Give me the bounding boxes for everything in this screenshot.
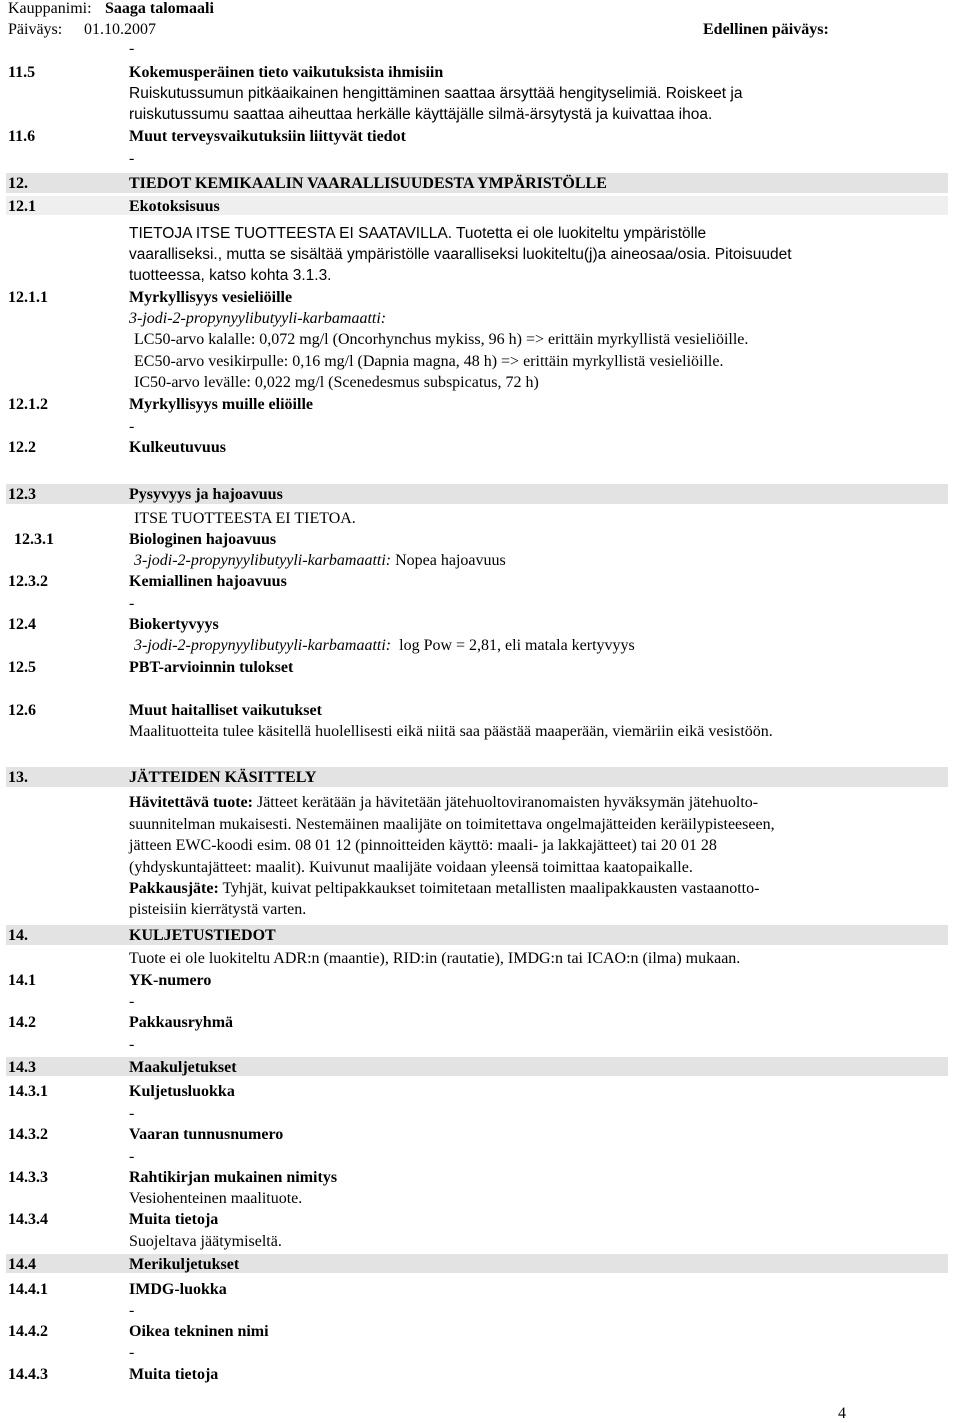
section-14-3-3-value: Vesiohenteinen maalituote. <box>129 1190 303 1207</box>
section-13-line <box>129 794 758 812</box>
section-11-5-text-line: ruiskutussumu saattaa aiheuttaa herkälle käyttäjälle silmä-ärsytystä ja kuivattaa ihoa. <box>129 106 713 123</box>
section-14-number: 14. <box>8 927 28 944</box>
section-14-1-title: YK-numero <box>129 972 212 989</box>
section-12-1-text-line: vaaralliseksi., mutta se sisältää ympäristölle vaaralliseksi luokiteltu(j)a aineosaa/osia. Pitoisuudet <box>129 246 792 263</box>
section-14-2-title: Pakkausryhmä <box>129 1014 234 1031</box>
section-11-5-title: Kokemusperäinen tieto vaikutuksista ihmisiin <box>129 64 444 81</box>
section-12-1-1-value-line: LC50-arvo kalalle: 0,072 mg/l (Oncorhynchus mykiss, 96 h) => erittäin myrkyllistä vesieliöille. <box>134 331 749 348</box>
section-12-2-title: Kulkeutuvuus <box>129 439 226 456</box>
section-13-line: pisteisiin kierrätystä varten. <box>129 901 307 918</box>
section-12-4-value: log Pow = 2,81, eli matala kertyvyys <box>399 637 635 654</box>
section-14-4-2-number: 14.4.2 <box>8 1323 48 1340</box>
previous-date-value: - <box>129 40 135 57</box>
section-13-line: (yhdyskuntajätteet: maalit). Kuivunut maalijäte voidaan yleensä toimittaa kaatopaikalle. <box>129 859 693 876</box>
section-14-2-value: - <box>129 1036 135 1053</box>
section-14-3-2-value: - <box>129 1148 135 1165</box>
section-14-title: KULJETUSTIEDOT <box>129 927 276 944</box>
section-14-3-2-number: 14.3.2 <box>8 1126 48 1143</box>
section-12-3-number: 12.3 <box>8 486 36 503</box>
section-12-6-text: Maalituotteita tulee käsitellä huolellisesti eikä niitä saa päästää maaperään, viemäriin eikä vesistöön. <box>129 723 773 740</box>
section-13-line <box>129 880 759 898</box>
section-12-6-number: 12.6 <box>8 702 36 719</box>
section-14-3-1-value: - <box>129 1105 135 1122</box>
section-14-4-3-number: 14.4.3 <box>8 1366 48 1383</box>
page-number: 4 <box>838 1405 846 1422</box>
section-14-3-title: Maakuljetukset <box>129 1059 237 1076</box>
section-12-1-2-title: Myrkyllisyys muille eliöille <box>129 396 313 413</box>
section-12-4-number: 12.4 <box>8 616 36 633</box>
section-13-text-part: Tyhjät, kuivat peltipakkaukset toimitetaan metallisten maalipakkausten vastaanotto- <box>222 880 760 897</box>
section-12-1-text-line: tuotteessa, katso kohta 3.1.3. <box>129 267 332 284</box>
section-11-6-title: Muut terveysvaikutuksiin liittyvät tiedot <box>129 128 406 145</box>
section-13-line: jätteen EWC-koodi esim. 08 01 12 (pinnoitteiden käyttö: maali- ja lakkajätteet) tai 20 01 28 <box>129 837 717 854</box>
section-14-3-3-title: Rahtikirjan mukainen nimitys <box>129 1169 338 1186</box>
section-12-1-2-value: - <box>129 418 135 435</box>
section-14-4-2-title: Oikea tekninen nimi <box>129 1323 269 1340</box>
section-14-4-1-title: IMDG-luokka <box>129 1281 227 1298</box>
section-12-3-2-value: - <box>129 595 135 612</box>
section-14-4-3-title: Muita tietoja <box>129 1366 219 1383</box>
section-11-5-number: 11.5 <box>8 64 36 81</box>
section-12-3-2-title: Kemiallinen hajoavuus <box>129 573 287 590</box>
section-12-1-1-value-line: IC50-arvo levälle: 0,022 mg/l (Scenedesmus subspicatus, 72 h) <box>134 374 539 391</box>
section-13-title: JÄTTEIDEN KÄSITTELY <box>129 769 317 786</box>
section-12-1-1-title: Myrkyllisyys vesieliöille <box>129 289 293 306</box>
date-label: Päiväys: <box>8 21 63 38</box>
section-14-3-1-number: 14.3.1 <box>8 1083 48 1100</box>
previous-date-label: Edellinen päiväys: <box>703 21 829 38</box>
section-12-4-substance: 3-jodi-2-propynyylibutyyli-karbamaatti: <box>134 637 392 654</box>
section-14-2-number: 14.2 <box>8 1014 36 1031</box>
section-11-5-text-line: Ruiskutussumun pitkäaikainen hengittäminen saattaa ärsyttää hengityselimiä. Roiskeet ja <box>129 85 743 102</box>
section-14-3-2-title: Vaaran tunnusnumero <box>129 1126 284 1143</box>
section-14-4-number: 14.4 <box>8 1256 36 1273</box>
section-12-5-number: 12.5 <box>8 659 36 676</box>
section-12-1-text-part: Tuotetta ei ole luokiteltu ympäristölle <box>456 225 707 242</box>
section-12-1-1-number: 12.1.1 <box>8 289 48 306</box>
section-14-text: Tuote ei ole luokiteltu ADR:n (maantie), RID:in (rautatie), IMDG:n tai ICAO:n (ilma) mukaan. <box>129 950 741 967</box>
section-12-2-number: 12.2 <box>8 439 36 456</box>
section-12-1-1-value-line: EC50-arvo vesikirpulle: 0,16 mg/l (Dapnia magna, 48 h) => erittäin myrkyllistä vesieliöille. <box>134 353 724 370</box>
section-12-3-1-value: Nopea hajoavuus <box>395 552 506 569</box>
company-name: Saaga talomaali <box>105 0 214 17</box>
section-12-3-text: ITSE TUOTTEESTA EI TIETOA. <box>134 510 356 527</box>
section-14-1-number: 14.1 <box>8 972 36 989</box>
company-label: Kauppanimi: <box>8 0 92 17</box>
section-14-4-1-value: - <box>129 1302 135 1319</box>
section-14-3-1-title: Kuljetusluokka <box>129 1083 235 1100</box>
section-12-3-1-line <box>134 552 506 570</box>
section-14-3-4-value: Suojeltava jäätymiseltä. <box>129 1233 282 1250</box>
section-12-4-title: Biokertyvyys <box>129 616 219 633</box>
section-12-1-2-number: 12.1.2 <box>8 396 48 413</box>
section-14-3-4-number: 14.3.4 <box>8 1211 48 1228</box>
date-value: 01.10.2007 <box>84 21 156 38</box>
section-12-4-line <box>134 637 635 655</box>
section-13-number: 13. <box>8 769 28 786</box>
section-14-3-3-number: 14.3.3 <box>8 1169 48 1186</box>
section-14-4-title: Merikuljetukset <box>129 1256 240 1273</box>
section-12-6-title: Muut haitalliset vaikutukset <box>129 702 322 719</box>
section-13-line: suunnitelman mukaisesti. Nestemäinen maalijäte on toimitettava ongelmajätteiden keräilypisteeseen, <box>129 816 775 833</box>
section-14-3-number: 14.3 <box>8 1059 36 1076</box>
section-13-text-part: Jätteet kerätään ja hävitetään jätehuoltoviranomaisten hyväksymän jätehuolto- <box>256 794 759 811</box>
section-11-6-value: - <box>129 150 135 167</box>
section-12-3-1-substance: 3-jodi-2-propynyylibutyyli-karbamaatti: <box>134 552 392 569</box>
section-12-3-2-number: 12.3.2 <box>8 573 48 590</box>
section-14-3-4-title: Muita tietoja <box>129 1211 219 1228</box>
section-12-1-text-part: TIETOJA ITSE TUOTTEESTA EI SAATAVILLA. <box>129 225 453 242</box>
section-13-label-product: Hävitettävä tuote: <box>129 794 253 811</box>
section-12-title: TIEDOT KEMIKAALIN VAARALLISUUDESTA YMPÄRISTÖLLE <box>129 175 607 192</box>
section-12-3-1-title: Biologinen hajoavuus <box>129 531 277 548</box>
section-12-1-1-substance: 3-jodi-2-propynyylibutyyli-karbamaatti: <box>129 310 387 327</box>
section-14-4-1-number: 14.4.1 <box>8 1281 48 1298</box>
section-12-number: 12. <box>8 175 28 192</box>
section-12-1-title: Ekotoksisuus <box>129 198 220 215</box>
section-14-4-2-value: - <box>129 1344 135 1361</box>
section-11-6-number: 11.6 <box>8 128 36 145</box>
section-12-3-title: Pysyvyys ja hajoavuus <box>129 486 283 503</box>
section-14-1-value: - <box>129 993 135 1010</box>
section-12-5-title: PBT-arvioinnin tulokset <box>129 659 294 676</box>
section-12-1-text-line <box>129 225 706 243</box>
section-12-1-number: 12.1 <box>8 198 36 215</box>
section-12-3-1-number: 12.3.1 <box>14 531 54 548</box>
section-13-label-packaging: Pakkausjäte: <box>129 880 219 897</box>
